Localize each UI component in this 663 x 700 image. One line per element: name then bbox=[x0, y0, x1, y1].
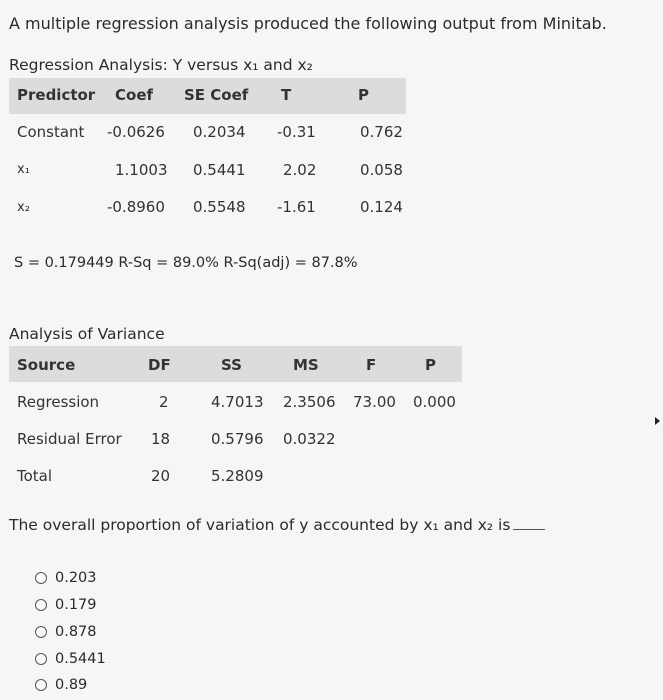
option-label: 0.89 bbox=[55, 677, 88, 693]
p-regression: 0.000 bbox=[413, 393, 456, 411]
option-label: 0.5441 bbox=[55, 651, 106, 667]
radio-button-icon[interactable] bbox=[35, 679, 47, 691]
header-coef: Coef bbox=[115, 86, 154, 104]
anova-title: Analysis of Variance bbox=[9, 325, 165, 343]
df-residual-error: 18 bbox=[151, 430, 171, 448]
header-p: P bbox=[358, 86, 369, 104]
option-label: 0.203 bbox=[55, 570, 97, 586]
p-x2: 0.124 bbox=[360, 198, 403, 216]
radio-button-icon[interactable] bbox=[35, 626, 47, 638]
df-total: 20 bbox=[151, 467, 171, 485]
option-label: 0.179 bbox=[55, 597, 97, 613]
scroll-arrow-icon bbox=[655, 417, 660, 425]
df-regression: 2 bbox=[159, 393, 169, 411]
predictor-constant: Constant bbox=[17, 123, 85, 141]
regression-title: Regression Analysis: Y versus x₁ and x₂ bbox=[9, 56, 313, 74]
radio-button-icon[interactable] bbox=[35, 653, 47, 665]
option-3[interactable] bbox=[35, 651, 106, 667]
question-label: The overall proportion of variation of y accounted by x₁ and x₂ is bbox=[9, 516, 511, 534]
header-source: Source bbox=[17, 356, 76, 374]
option-4[interactable] bbox=[35, 677, 87, 693]
ms-regression: 2.3506 bbox=[283, 393, 336, 411]
se-x2: 0.5548 bbox=[193, 198, 246, 216]
coef-x2: -0.8960 bbox=[107, 198, 165, 216]
option-label: 0.878 bbox=[55, 624, 97, 640]
source-regression: Regression bbox=[17, 393, 100, 411]
intro-text: A multiple regression analysis produced the following output from Minitab. bbox=[9, 14, 607, 33]
ss-regression: 4.7013 bbox=[211, 393, 264, 411]
source-total: Total bbox=[17, 467, 53, 485]
radio-button-icon[interactable] bbox=[35, 599, 47, 611]
ss-residual-error: 0.5796 bbox=[211, 430, 264, 448]
predictor-x1: x₁ bbox=[17, 162, 30, 177]
header-f: F bbox=[366, 356, 377, 374]
header-t: T bbox=[281, 86, 292, 104]
source-residual-error: Residual Error bbox=[17, 430, 122, 448]
se-constant: 0.2034 bbox=[193, 123, 246, 141]
option-1[interactable] bbox=[35, 597, 97, 613]
header-anova-p: P bbox=[425, 356, 436, 374]
header-df: DF bbox=[148, 356, 171, 374]
t-constant: -0.31 bbox=[277, 123, 316, 141]
regression-summary: S = 0.179449 R-Sq = 89.0% R-Sq(adj) = 87.8% bbox=[14, 255, 358, 271]
question-text bbox=[9, 515, 545, 534]
option-2[interactable] bbox=[35, 624, 97, 640]
header-predictor: Predictor bbox=[17, 86, 96, 104]
t-x2: -1.61 bbox=[277, 198, 316, 216]
coef-x1: 1.1003 bbox=[115, 161, 168, 179]
t-x1: 2.02 bbox=[283, 161, 317, 179]
f-regression: 73.00 bbox=[353, 393, 396, 411]
coef-constant: -0.0626 bbox=[107, 123, 165, 141]
header-ms: MS bbox=[293, 356, 319, 374]
ms-residual-error: 0.0322 bbox=[283, 430, 336, 448]
se-x1: 0.5441 bbox=[193, 161, 246, 179]
header-se-coef: SE Coef bbox=[184, 86, 249, 104]
answer-blank bbox=[513, 515, 545, 530]
p-x1: 0.058 bbox=[360, 161, 403, 179]
radio-button-icon[interactable] bbox=[35, 572, 47, 584]
header-ss: SS bbox=[221, 356, 242, 374]
ss-total: 5.2809 bbox=[211, 467, 264, 485]
option-0[interactable] bbox=[35, 570, 97, 586]
p-constant: 0.762 bbox=[360, 123, 403, 141]
predictor-x2: x₂ bbox=[17, 200, 30, 215]
